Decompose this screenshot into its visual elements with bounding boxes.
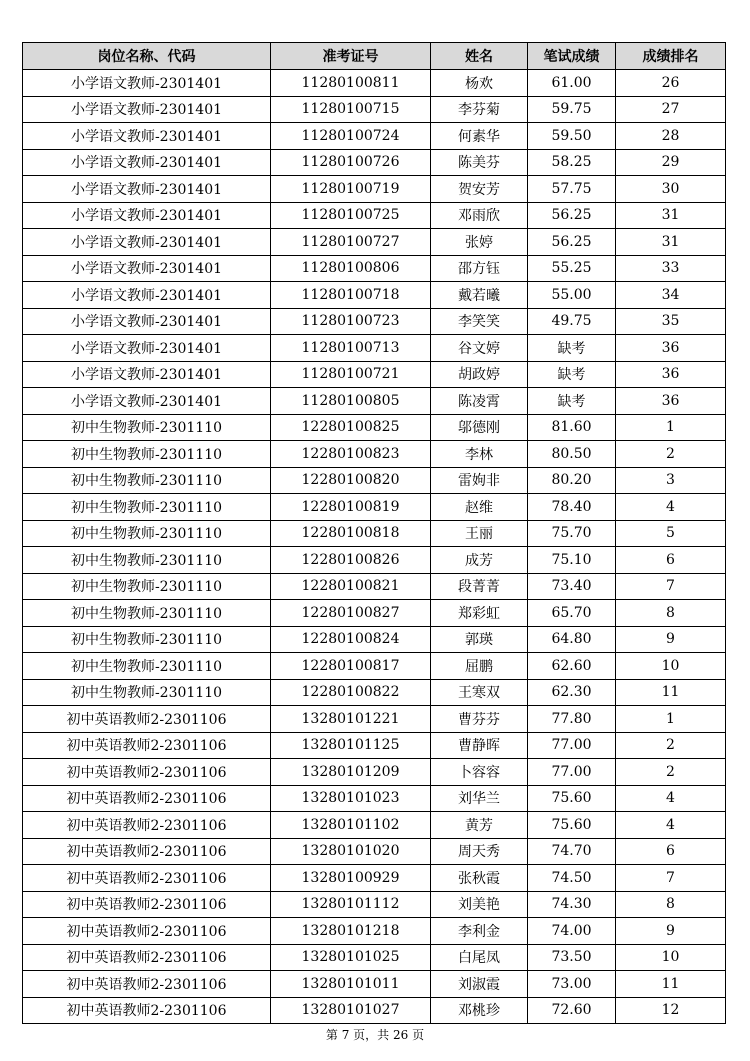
header-exam-id: 准考证号: [271, 43, 431, 70]
table-row: [23, 96, 726, 123]
cell-rank: 27: [616, 96, 726, 123]
cell-exam-id: 11280100805: [271, 388, 431, 415]
table-row: [23, 467, 726, 494]
cell-name: 卜容容: [431, 759, 528, 786]
table-row: [23, 891, 726, 918]
cell-rank: 1: [616, 414, 726, 441]
cell-post: 初中生物教师-2301110: [23, 653, 271, 680]
cell-exam-id: 11280100721: [271, 361, 431, 388]
cell-exam-id: 11280100723: [271, 308, 431, 335]
cell-exam-id: 13280101027: [271, 997, 431, 1024]
cell-exam-id: 12280100823: [271, 441, 431, 468]
cell-score: 78.40: [528, 494, 616, 521]
cell-score: 75.70: [528, 520, 616, 547]
cell-post: 初中生物教师-2301110: [23, 573, 271, 600]
cell-post: 初中英语教师2-2301106: [23, 812, 271, 839]
cell-score: 74.30: [528, 891, 616, 918]
cell-rank: 10: [616, 653, 726, 680]
cell-rank: 26: [616, 70, 726, 97]
cell-exam-id: 12280100817: [271, 653, 431, 680]
cell-exam-id: 13280100929: [271, 865, 431, 892]
cell-post: 小学语文教师-2301401: [23, 361, 271, 388]
table-row: [23, 865, 726, 892]
cell-rank: 6: [616, 838, 726, 865]
cell-score: 64.80: [528, 626, 616, 653]
cell-exam-id: 12280100824: [271, 626, 431, 653]
table-row: [23, 202, 726, 229]
cell-score: 73.50: [528, 944, 616, 971]
cell-rank: 30: [616, 176, 726, 203]
cell-exam-id: 13280101102: [271, 812, 431, 839]
cell-name: 屈鹏: [431, 653, 528, 680]
cell-rank: 7: [616, 865, 726, 892]
cell-post: 初中英语教师2-2301106: [23, 865, 271, 892]
table-row: [23, 971, 726, 998]
table-row: [23, 600, 726, 627]
cell-score: 62.30: [528, 679, 616, 706]
cell-score: 缺考: [528, 361, 616, 388]
cell-name: 黄芳: [431, 812, 528, 839]
cell-score: 74.00: [528, 918, 616, 945]
cell-exam-id: 12280100827: [271, 600, 431, 627]
cell-name: 周天秀: [431, 838, 528, 865]
cell-name: 王丽: [431, 520, 528, 547]
cell-exam-id: 11280100811: [271, 70, 431, 97]
cell-name: 王寒双: [431, 679, 528, 706]
cell-exam-id: 12280100818: [271, 520, 431, 547]
cell-name: 李利金: [431, 918, 528, 945]
cell-rank: 35: [616, 308, 726, 335]
cell-rank: 11: [616, 971, 726, 998]
cell-name: 李林: [431, 441, 528, 468]
cell-post: 小学语文教师-2301401: [23, 176, 271, 203]
cell-post: 初中英语教师2-2301106: [23, 891, 271, 918]
cell-name: 何素华: [431, 123, 528, 150]
table-row: [23, 361, 726, 388]
cell-name: 成芳: [431, 547, 528, 574]
cell-name: 邓桃珍: [431, 997, 528, 1024]
cell-name: 杨欢: [431, 70, 528, 97]
cell-exam-id: 13280101020: [271, 838, 431, 865]
cell-post: 小学语文教师-2301401: [23, 388, 271, 415]
table-header: [23, 43, 726, 70]
header-rank: 成绩排名: [616, 43, 726, 70]
cell-score: 74.70: [528, 838, 616, 865]
cell-rank: 36: [616, 388, 726, 415]
cell-exam-id: 11280100806: [271, 255, 431, 282]
cell-exam-id: 11280100727: [271, 229, 431, 256]
cell-post: 初中英语教师2-2301106: [23, 997, 271, 1024]
cell-name: 曹芬芬: [431, 706, 528, 733]
table-row: [23, 997, 726, 1024]
cell-score: 75.10: [528, 547, 616, 574]
cell-exam-id: 11280100724: [271, 123, 431, 150]
cell-rank: 12: [616, 997, 726, 1024]
header-row: [23, 43, 726, 70]
cell-post: 小学语文教师-2301401: [23, 96, 271, 123]
table-row: [23, 573, 726, 600]
cell-post: 小学语文教师-2301401: [23, 282, 271, 309]
cell-score: 49.75: [528, 308, 616, 335]
cell-post: 小学语文教师-2301401: [23, 123, 271, 150]
cell-name: 戴若曦: [431, 282, 528, 309]
cell-name: 胡政婷: [431, 361, 528, 388]
cell-score: 59.50: [528, 123, 616, 150]
cell-score: 61.00: [528, 70, 616, 97]
cell-rank: 11: [616, 679, 726, 706]
cell-exam-id: 13280101209: [271, 759, 431, 786]
table-row: [23, 706, 726, 733]
table-row: [23, 759, 726, 786]
cell-score: 65.70: [528, 600, 616, 627]
cell-post: 初中英语教师2-2301106: [23, 944, 271, 971]
cell-exam-id: 11280100713: [271, 335, 431, 362]
cell-name: 郑彩虹: [431, 600, 528, 627]
table-row: [23, 388, 726, 415]
cell-rank: 2: [616, 759, 726, 786]
cell-post: 初中生物教师-2301110: [23, 441, 271, 468]
cell-exam-id: 12280100821: [271, 573, 431, 600]
cell-name: 邓雨欣: [431, 202, 528, 229]
cell-rank: 10: [616, 944, 726, 971]
cell-post: 初中英语教师2-2301106: [23, 971, 271, 998]
cell-post: 小学语文教师-2301401: [23, 202, 271, 229]
cell-name: 段菁菁: [431, 573, 528, 600]
cell-exam-id: 11280100718: [271, 282, 431, 309]
cell-exam-id: 12280100822: [271, 679, 431, 706]
table-row: [23, 335, 726, 362]
cell-exam-id: 13280101125: [271, 732, 431, 759]
cell-name: 刘华兰: [431, 785, 528, 812]
cell-post: 初中生物教师-2301110: [23, 414, 271, 441]
cell-score: 59.75: [528, 96, 616, 123]
cell-score: 58.25: [528, 149, 616, 176]
page-number: 第 7 页，共 26 页: [325, 1028, 425, 1042]
table-row: [23, 944, 726, 971]
cell-exam-id: 12280100825: [271, 414, 431, 441]
cell-rank: 31: [616, 229, 726, 256]
cell-rank: 9: [616, 626, 726, 653]
table-row: [23, 308, 726, 335]
table-row: [23, 679, 726, 706]
table-body: [23, 70, 726, 1024]
cell-rank: 1: [616, 706, 726, 733]
cell-name: 谷文婷: [431, 335, 528, 362]
header-score: 笔试成绩: [528, 43, 616, 70]
cell-rank: 31: [616, 202, 726, 229]
cell-name: 贺安芳: [431, 176, 528, 203]
cell-name: 郭瑛: [431, 626, 528, 653]
cell-score: 73.00: [528, 971, 616, 998]
cell-exam-id: 13280101218: [271, 918, 431, 945]
table-row: [23, 626, 726, 653]
table-row: [23, 732, 726, 759]
cell-score: 62.60: [528, 653, 616, 680]
cell-post: 初中生物教师-2301110: [23, 600, 271, 627]
cell-post: 初中生物教师-2301110: [23, 520, 271, 547]
cell-post: 小学语文教师-2301401: [23, 149, 271, 176]
table-row: [23, 149, 726, 176]
cell-post: 小学语文教师-2301401: [23, 70, 271, 97]
cell-post: 初中英语教师2-2301106: [23, 838, 271, 865]
cell-name: 赵维: [431, 494, 528, 521]
cell-exam-id: 12280100819: [271, 494, 431, 521]
cell-name: 李笑笑: [431, 308, 528, 335]
cell-post: 初中生物教师-2301110: [23, 679, 271, 706]
cell-name: 刘淑霞: [431, 971, 528, 998]
cell-score: 81.60: [528, 414, 616, 441]
cell-name: 张秋霞: [431, 865, 528, 892]
cell-rank: 4: [616, 785, 726, 812]
cell-rank: 4: [616, 812, 726, 839]
cell-rank: 29: [616, 149, 726, 176]
cell-score: 75.60: [528, 812, 616, 839]
cell-exam-id: 13280101025: [271, 944, 431, 971]
cell-post: 初中英语教师2-2301106: [23, 759, 271, 786]
cell-rank: 2: [616, 441, 726, 468]
cell-rank: 4: [616, 494, 726, 521]
table-row: [23, 123, 726, 150]
cell-rank: 36: [616, 361, 726, 388]
cell-score: 80.50: [528, 441, 616, 468]
cell-name: 陈美芬: [431, 149, 528, 176]
cell-score: 57.75: [528, 176, 616, 203]
cell-score: 55.00: [528, 282, 616, 309]
cell-score: 72.60: [528, 997, 616, 1024]
cell-score: 75.60: [528, 785, 616, 812]
cell-exam-id: 12280100820: [271, 467, 431, 494]
cell-name: 邵方钰: [431, 255, 528, 282]
header-name: 姓名: [431, 43, 528, 70]
cell-post: 初中英语教师2-2301106: [23, 918, 271, 945]
cell-rank: 8: [616, 891, 726, 918]
table-row: [23, 520, 726, 547]
table-row: [23, 812, 726, 839]
cell-score: 缺考: [528, 335, 616, 362]
table-row: [23, 918, 726, 945]
cell-name: 陈凌霄: [431, 388, 528, 415]
table-row: [23, 255, 726, 282]
cell-rank: 7: [616, 573, 726, 600]
cell-rank: 33: [616, 255, 726, 282]
cell-rank: 9: [616, 918, 726, 945]
cell-rank: 28: [616, 123, 726, 150]
cell-post: 小学语文教师-2301401: [23, 255, 271, 282]
cell-score: 77.00: [528, 732, 616, 759]
table-row: [23, 70, 726, 97]
table-row: [23, 441, 726, 468]
cell-score: 缺考: [528, 388, 616, 415]
cell-post: 初中英语教师2-2301106: [23, 706, 271, 733]
cell-rank: 8: [616, 600, 726, 627]
cell-exam-id: 11280100726: [271, 149, 431, 176]
cell-exam-id: 13280101221: [271, 706, 431, 733]
cell-exam-id: 13280101112: [271, 891, 431, 918]
cell-post: 小学语文教师-2301401: [23, 335, 271, 362]
table-row: [23, 838, 726, 865]
cell-name: 张婷: [431, 229, 528, 256]
cell-score: 55.25: [528, 255, 616, 282]
score-table: [22, 42, 726, 1024]
table-row: [23, 547, 726, 574]
cell-rank: 5: [616, 520, 726, 547]
cell-post: 初中英语教师2-2301106: [23, 785, 271, 812]
cell-score: 77.80: [528, 706, 616, 733]
cell-post: 小学语文教师-2301401: [23, 229, 271, 256]
cell-rank: 3: [616, 467, 726, 494]
table-row: [23, 282, 726, 309]
cell-exam-id: 12280100826: [271, 547, 431, 574]
cell-exam-id: 13280101011: [271, 971, 431, 998]
cell-post: 初中生物教师-2301110: [23, 547, 271, 574]
table-row: [23, 176, 726, 203]
cell-rank: 36: [616, 335, 726, 362]
cell-name: 邬德刚: [431, 414, 528, 441]
cell-post: 初中英语教师2-2301106: [23, 732, 271, 759]
header-post: 岗位名称、代码: [23, 43, 271, 70]
cell-score: 74.50: [528, 865, 616, 892]
table-row: [23, 414, 726, 441]
table-row: [23, 785, 726, 812]
cell-name: 白尾凤: [431, 944, 528, 971]
cell-rank: 2: [616, 732, 726, 759]
cell-score: 56.25: [528, 229, 616, 256]
cell-post: 初中生物教师-2301110: [23, 467, 271, 494]
table-row: [23, 494, 726, 521]
cell-score: 56.25: [528, 202, 616, 229]
cell-post: 小学语文教师-2301401: [23, 308, 271, 335]
cell-post: 初中生物教师-2301110: [23, 626, 271, 653]
cell-name: 雷姁非: [431, 467, 528, 494]
cell-name: 刘美艳: [431, 891, 528, 918]
cell-rank: 6: [616, 547, 726, 574]
table-row: [23, 229, 726, 256]
cell-post: 初中生物教师-2301110: [23, 494, 271, 521]
cell-exam-id: 11280100725: [271, 202, 431, 229]
cell-name: 李芬菊: [431, 96, 528, 123]
table-row: [23, 653, 726, 680]
cell-score: 73.40: [528, 573, 616, 600]
cell-exam-id: 11280100719: [271, 176, 431, 203]
cell-score: 80.20: [528, 467, 616, 494]
cell-exam-id: 11280100715: [271, 96, 431, 123]
cell-name: 曹静晖: [431, 732, 528, 759]
cell-exam-id: 13280101023: [271, 785, 431, 812]
cell-rank: 34: [616, 282, 726, 309]
cell-score: 77.00: [528, 759, 616, 786]
